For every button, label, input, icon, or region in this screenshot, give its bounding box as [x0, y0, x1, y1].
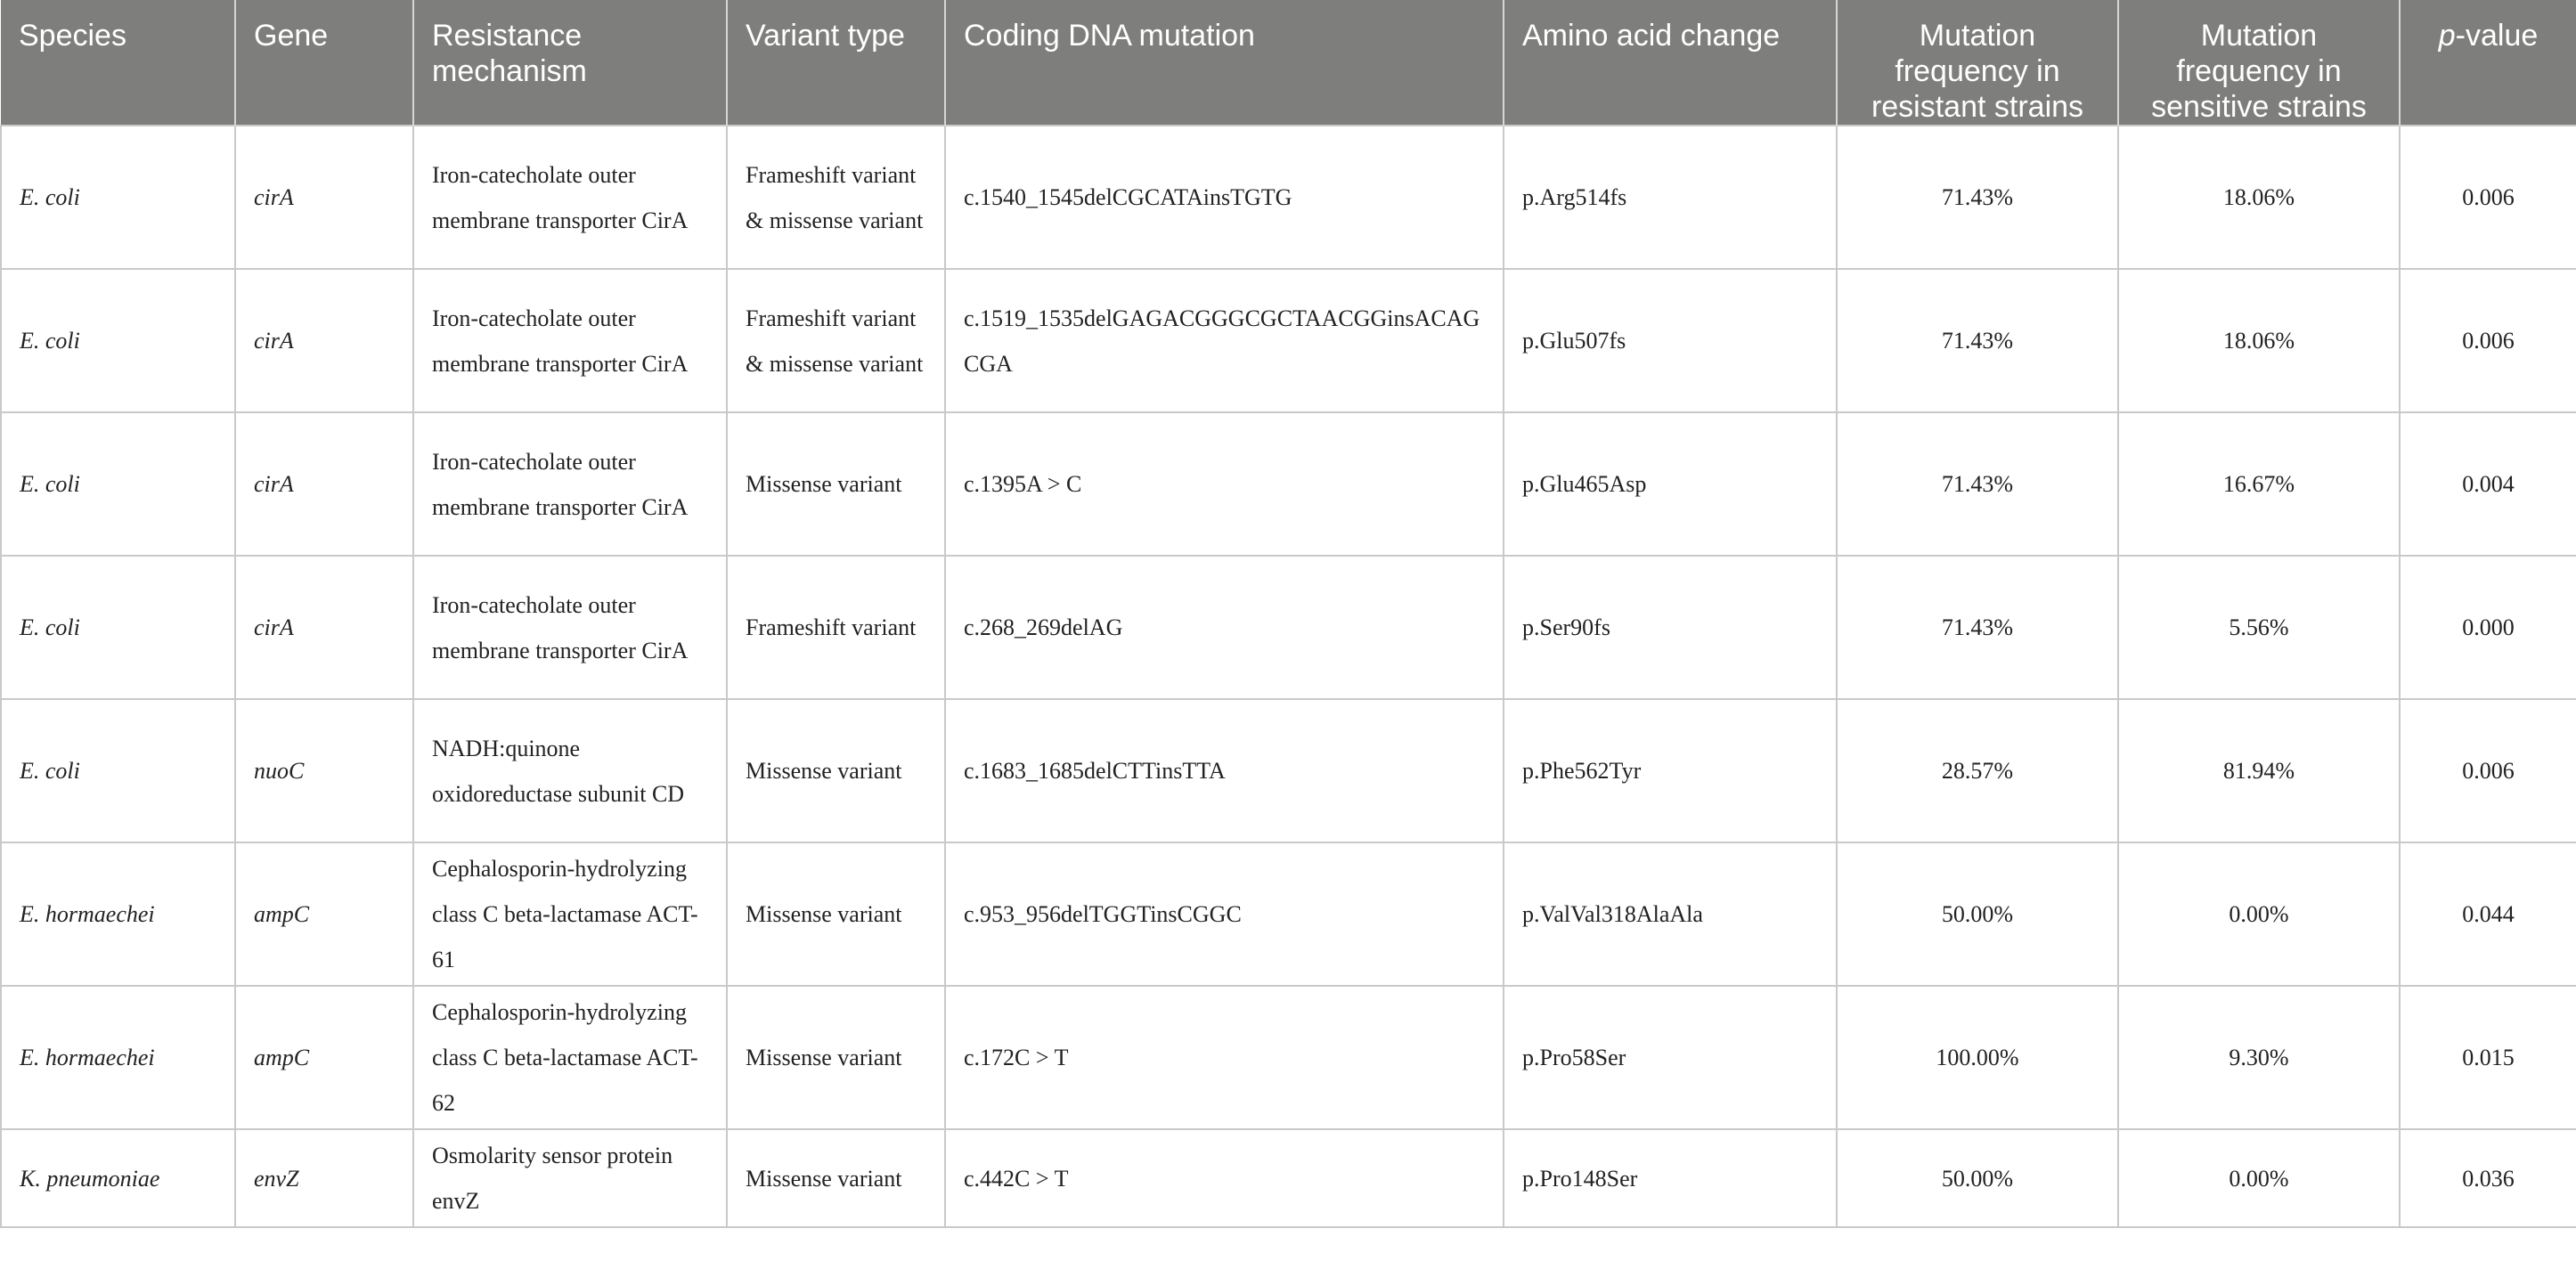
header-resistance-mechanism: Resistance mechanism: [413, 1, 727, 126]
cell-freq-resistant: 100.00%: [1837, 986, 2118, 1129]
cell-gene: cirA: [235, 556, 413, 699]
header-p-value-p: p: [2438, 19, 2456, 53]
cell-freq-resistant: 71.43%: [1837, 556, 2118, 699]
cell-coding-dna-mutation: c.172C > T: [945, 986, 1504, 1129]
cell-freq-resistant: 71.43%: [1837, 269, 2118, 412]
cell-variant-type: Frameshift variant & missense variant: [727, 126, 945, 269]
cell-coding-dna-mutation: c.1683_1685delCTTinsTTA: [945, 699, 1504, 842]
cell-species: E. coli: [1, 269, 235, 412]
cell-p-value: 0.044: [2400, 842, 2576, 986]
cell-gene: cirA: [235, 269, 413, 412]
header-freq-sensitive: Mutation frequency in sensitive strains: [2118, 1, 2400, 126]
cell-resistance-mechanism: NADH:quinone oxidoreductase subunit CD: [413, 699, 727, 842]
cell-coding-dna-mutation: c.442C > T: [945, 1129, 1504, 1227]
cell-p-value: 0.000: [2400, 556, 2576, 699]
cell-species: E. coli: [1, 556, 235, 699]
cell-species: E. hormaechei: [1, 986, 235, 1129]
table-body: [1, 126, 2576, 1227]
header-species: Species: [1, 1, 235, 126]
cell-variant-type: Frameshift variant: [727, 556, 945, 699]
cell-freq-sensitive: 0.00%: [2118, 842, 2400, 986]
cell-variant-type: Missense variant: [727, 842, 945, 986]
cell-coding-dna-mutation: c.953_956delTGGTinsCGGC: [945, 842, 1504, 986]
table-row: [1, 986, 2576, 1129]
cell-gene: ampC: [235, 986, 413, 1129]
cell-freq-sensitive: 81.94%: [2118, 699, 2400, 842]
table-row: [1, 269, 2576, 412]
cell-amino-acid-change: p.Pro148Ser: [1504, 1129, 1837, 1227]
cell-gene: nuoC: [235, 699, 413, 842]
cell-gene: envZ: [235, 1129, 413, 1227]
cell-amino-acid-change: p.Glu507fs: [1504, 269, 1837, 412]
cell-species: E. coli: [1, 412, 235, 556]
cell-amino-acid-change: p.Arg514fs: [1504, 126, 1837, 269]
cell-amino-acid-change: p.Pro58Ser: [1504, 986, 1837, 1129]
cell-amino-acid-change: p.Phe562Tyr: [1504, 699, 1837, 842]
cell-freq-sensitive: 9.30%: [2118, 986, 2400, 1129]
cell-variant-type: Missense variant: [727, 986, 945, 1129]
cell-species: K. pneumoniae: [1, 1129, 235, 1227]
cell-gene: ampC: [235, 842, 413, 986]
cell-p-value: 0.004: [2400, 412, 2576, 556]
cell-gene: cirA: [235, 126, 413, 269]
cell-freq-sensitive: 5.56%: [2118, 556, 2400, 699]
cell-gene: cirA: [235, 412, 413, 556]
table-row: [1, 556, 2576, 699]
cell-freq-sensitive: 16.67%: [2118, 412, 2400, 556]
cell-amino-acid-change: p.ValVal318AlaAla: [1504, 842, 1837, 986]
table-row: [1, 1129, 2576, 1227]
cell-p-value: 0.006: [2400, 269, 2576, 412]
cell-amino-acid-change: p.Ser90fs: [1504, 556, 1837, 699]
header-amino-acid-change: Amino acid change: [1504, 1, 1837, 126]
cell-resistance-mechanism: Cephalosporin-hydrolyzing class C beta-lactamase ACT-61: [413, 842, 727, 986]
header-variant-type: Variant type: [727, 1, 945, 126]
header-p-value: [2400, 1, 2576, 126]
cell-freq-resistant: 28.57%: [1837, 699, 2118, 842]
table-row: [1, 842, 2576, 986]
cell-freq-resistant: 50.00%: [1837, 842, 2118, 986]
cell-resistance-mechanism: Cephalosporin-hydrolyzing class C beta-lactamase ACT-62: [413, 986, 727, 1129]
cell-freq-resistant: 50.00%: [1837, 1129, 2118, 1227]
cell-variant-type: Missense variant: [727, 412, 945, 556]
header-p-value-rest: -value: [2455, 19, 2539, 53]
cell-species: E. coli: [1, 699, 235, 842]
header-row: [1, 1, 2576, 126]
cell-resistance-mechanism: Osmolarity sensor protein envZ: [413, 1129, 727, 1227]
cell-coding-dna-mutation: c.268_269delAG: [945, 556, 1504, 699]
table-row: [1, 699, 2576, 842]
cell-freq-resistant: 71.43%: [1837, 126, 2118, 269]
table-row: [1, 126, 2576, 269]
cell-coding-dna-mutation: c.1540_1545delCGCATAinsTGTG: [945, 126, 1504, 269]
header-freq-resistant: Mutation frequency in resistant strains: [1837, 1, 2118, 126]
cell-freq-sensitive: 0.00%: [2118, 1129, 2400, 1227]
cell-species: E. hormaechei: [1, 842, 235, 986]
cell-p-value: 0.006: [2400, 126, 2576, 269]
header-coding-dna-mutation: Coding DNA mutation: [945, 1, 1504, 126]
cell-species: E. coli: [1, 126, 235, 269]
cell-variant-type: Missense variant: [727, 699, 945, 842]
cell-resistance-mechanism: Iron-catecholate outer membrane transporter CirA: [413, 126, 727, 269]
cell-coding-dna-mutation: c.1519_1535delGAGACGGGCGCTAACGGinsACAGCGA: [945, 269, 1504, 412]
cell-amino-acid-change: p.Glu465Asp: [1504, 412, 1837, 556]
cell-resistance-mechanism: Iron-catecholate outer membrane transporter CirA: [413, 412, 727, 556]
cell-freq-resistant: 71.43%: [1837, 412, 2118, 556]
cell-freq-sensitive: 18.06%: [2118, 269, 2400, 412]
cell-p-value: 0.015: [2400, 986, 2576, 1129]
cell-resistance-mechanism: Iron-catecholate outer membrane transporter CirA: [413, 556, 727, 699]
cell-p-value: 0.006: [2400, 699, 2576, 842]
cell-coding-dna-mutation: c.1395A > C: [945, 412, 1504, 556]
header-gene: Gene: [235, 1, 413, 126]
cell-freq-sensitive: 18.06%: [2118, 126, 2400, 269]
cell-p-value: 0.036: [2400, 1129, 2576, 1227]
cell-variant-type: Missense variant: [727, 1129, 945, 1227]
table-row: [1, 412, 2576, 556]
cell-resistance-mechanism: Iron-catecholate outer membrane transporter CirA: [413, 269, 727, 412]
cell-variant-type: Frameshift variant & missense variant: [727, 269, 945, 412]
